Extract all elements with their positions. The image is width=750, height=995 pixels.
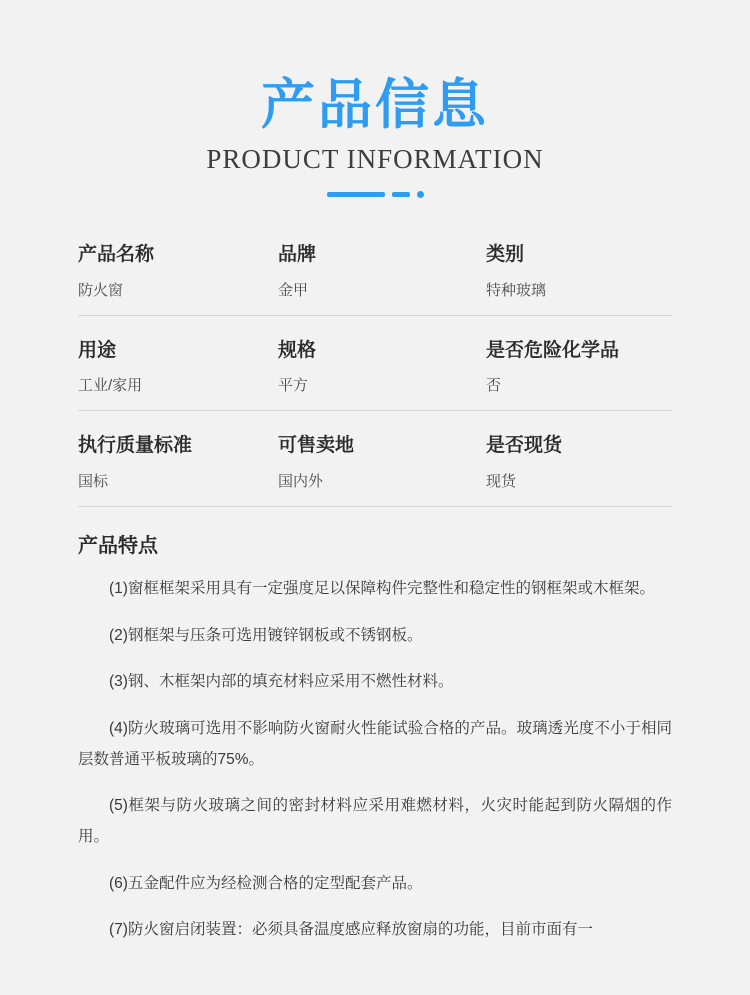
spec-label: 是否现货: [486, 435, 563, 457]
spec-cell: [264, 433, 464, 492]
spec-label: 品牌: [278, 244, 317, 266]
features-title: 产品特点: [78, 534, 158, 557]
page-subtitle: PRODUCT INFORMATION: [206, 144, 544, 175]
feature-item: (6)五金配件应为经检测合格的定型配套产品。: [109, 874, 423, 892]
spec-cell: [464, 242, 672, 301]
feature-item: (5)框架与防火玻璃之间的密封材料应采用难燃材料，火灾时能起到防火隔烟的作用。: [78, 797, 672, 846]
spec-value: 防火窗: [78, 281, 124, 299]
spec-cell: [264, 242, 464, 301]
features-section: [78, 529, 672, 946]
spec-label: 执行质量标准: [78, 435, 193, 457]
spec-label: 用途: [78, 339, 117, 361]
spec-table: [78, 242, 672, 507]
spec-value: 平方: [278, 377, 309, 395]
spec-cell: [78, 433, 264, 492]
spec-cell: [464, 338, 672, 397]
page-header: [0, 0, 750, 198]
spec-cell: [264, 338, 464, 397]
spec-cell: [78, 338, 264, 397]
spec-row: [78, 338, 672, 412]
feature-item: (3)钢、木框架内部的填充材料应采用不燃性材料。: [109, 673, 454, 691]
spec-label: 规格: [278, 339, 317, 361]
feature-item: (4)防火玻璃可选用不影响防火窗耐火性能试验合格的产品。玻璃透光度不小于相同层数普通平板玻璃的75%。: [78, 719, 672, 768]
spec-value: 国内外: [278, 472, 324, 490]
spec-value: 否: [486, 377, 502, 395]
spec-row: [78, 433, 672, 507]
spec-value: 国标: [78, 472, 109, 490]
spec-label: 可售卖地: [278, 435, 355, 457]
decoration-bar-long: [327, 192, 385, 197]
feature-item: (2)钢框架与压条可选用镀锌钢板或不锈钢板。: [109, 626, 423, 644]
spec-label: 类别: [486, 244, 525, 266]
spec-row: [78, 242, 672, 316]
spec-cell: [464, 433, 672, 492]
spec-value: 现货: [486, 472, 517, 490]
spec-label: 产品名称: [78, 244, 155, 266]
feature-item: (1)窗框框架采用具有一定强度足以保障构件完整性和稳定性的钢框架或木框架。: [109, 580, 655, 598]
decoration-bar-short: [392, 192, 410, 197]
spec-cell: [78, 242, 264, 301]
spec-label: 是否危险化学品: [486, 339, 620, 361]
spec-value: 金甲: [278, 281, 309, 299]
page-title: 产品信息: [261, 75, 489, 135]
header-decoration: [0, 191, 750, 198]
decoration-dot-icon: [417, 191, 424, 198]
spec-value: 特种玻璃: [486, 281, 547, 299]
spec-value: 工业/家用: [78, 377, 143, 395]
feature-item: (7)防火窗启闭装置：必须具备温度感应释放窗扇的功能，目前市面有一: [109, 921, 593, 939]
